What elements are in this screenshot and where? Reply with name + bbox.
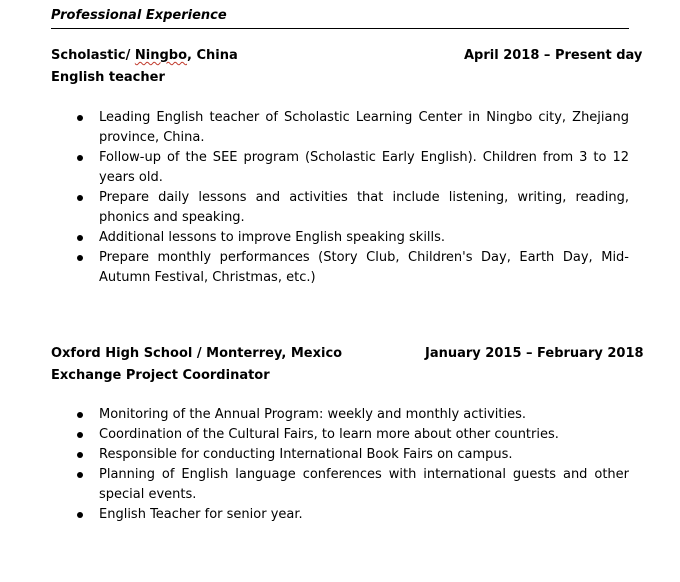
list-item-text: Additional lessons to improve English speaking skills. xyxy=(99,230,446,245)
list-item-text: English Teacher for senior year. xyxy=(99,507,303,522)
list-item xyxy=(77,505,629,525)
employer-prefix: Scholastic/ xyxy=(51,48,135,63)
section-divider xyxy=(51,28,629,29)
list-item xyxy=(77,465,629,505)
employer-city: Ningbo xyxy=(134,48,188,63)
list-item xyxy=(77,108,629,148)
list-item xyxy=(77,228,629,248)
responsibilities-list xyxy=(77,405,629,525)
responsibilities-list xyxy=(77,108,629,288)
bullet-icon xyxy=(77,195,83,201)
list-item xyxy=(77,445,629,465)
list-item xyxy=(77,188,629,228)
job-entry-oxford xyxy=(51,346,644,522)
job-role: English teacher xyxy=(51,70,165,85)
list-item xyxy=(77,148,629,188)
employer-suffix: , China xyxy=(187,48,238,63)
job-dates: January 2015 – February 2018 xyxy=(425,346,644,361)
list-item-text: Coordination of the Cultural Fairs, to learn more about other countries. xyxy=(99,427,559,442)
list-item-text: Prepare monthly performances (Story Club, Children's Day, Earth Day, Mid-Autumn Festival, Christmas, etc.) xyxy=(99,250,629,285)
list-item-text: Prepare daily lessons and activities that include listening, writing, reading, phonics and speaking. xyxy=(99,190,629,225)
bullet-icon xyxy=(77,432,83,438)
employer-name: Oxford High School / Monterrey, Mexico xyxy=(51,346,343,361)
list-item-text: Leading English teacher of Scholastic Learning Center in Ningbo city, Zhejiang province, China. xyxy=(99,110,629,145)
list-item xyxy=(77,425,629,445)
job-header xyxy=(51,48,643,68)
list-item-text: Responsible for conducting International Book Fairs on campus. xyxy=(99,447,513,462)
employer-name xyxy=(51,48,238,63)
bullet-icon xyxy=(77,115,83,121)
bullet-icon xyxy=(77,512,83,518)
bullet-icon xyxy=(77,472,83,478)
job-entry-scholastic xyxy=(51,48,643,285)
bullet-icon xyxy=(77,412,83,418)
bullet-icon xyxy=(77,235,83,241)
job-role: Exchange Project Coordinator xyxy=(51,368,270,383)
bullet-icon xyxy=(77,255,83,261)
list-item xyxy=(77,405,629,425)
list-item-text: Monitoring of the Annual Program: weekly and monthly activities. xyxy=(99,407,527,422)
list-item-text: Follow-up of the SEE program (Scholastic Early English). Children from 3 to 12 years old. xyxy=(99,150,629,185)
bullet-icon xyxy=(77,155,83,161)
section-title: Professional Experience xyxy=(51,8,227,23)
job-header xyxy=(51,346,644,366)
job-dates: April 2018 – Present day xyxy=(464,48,643,63)
bullet-icon xyxy=(77,452,83,458)
list-item xyxy=(77,248,629,288)
list-item-text: Planning of English language conferences with international guests and other special events. xyxy=(99,467,629,502)
